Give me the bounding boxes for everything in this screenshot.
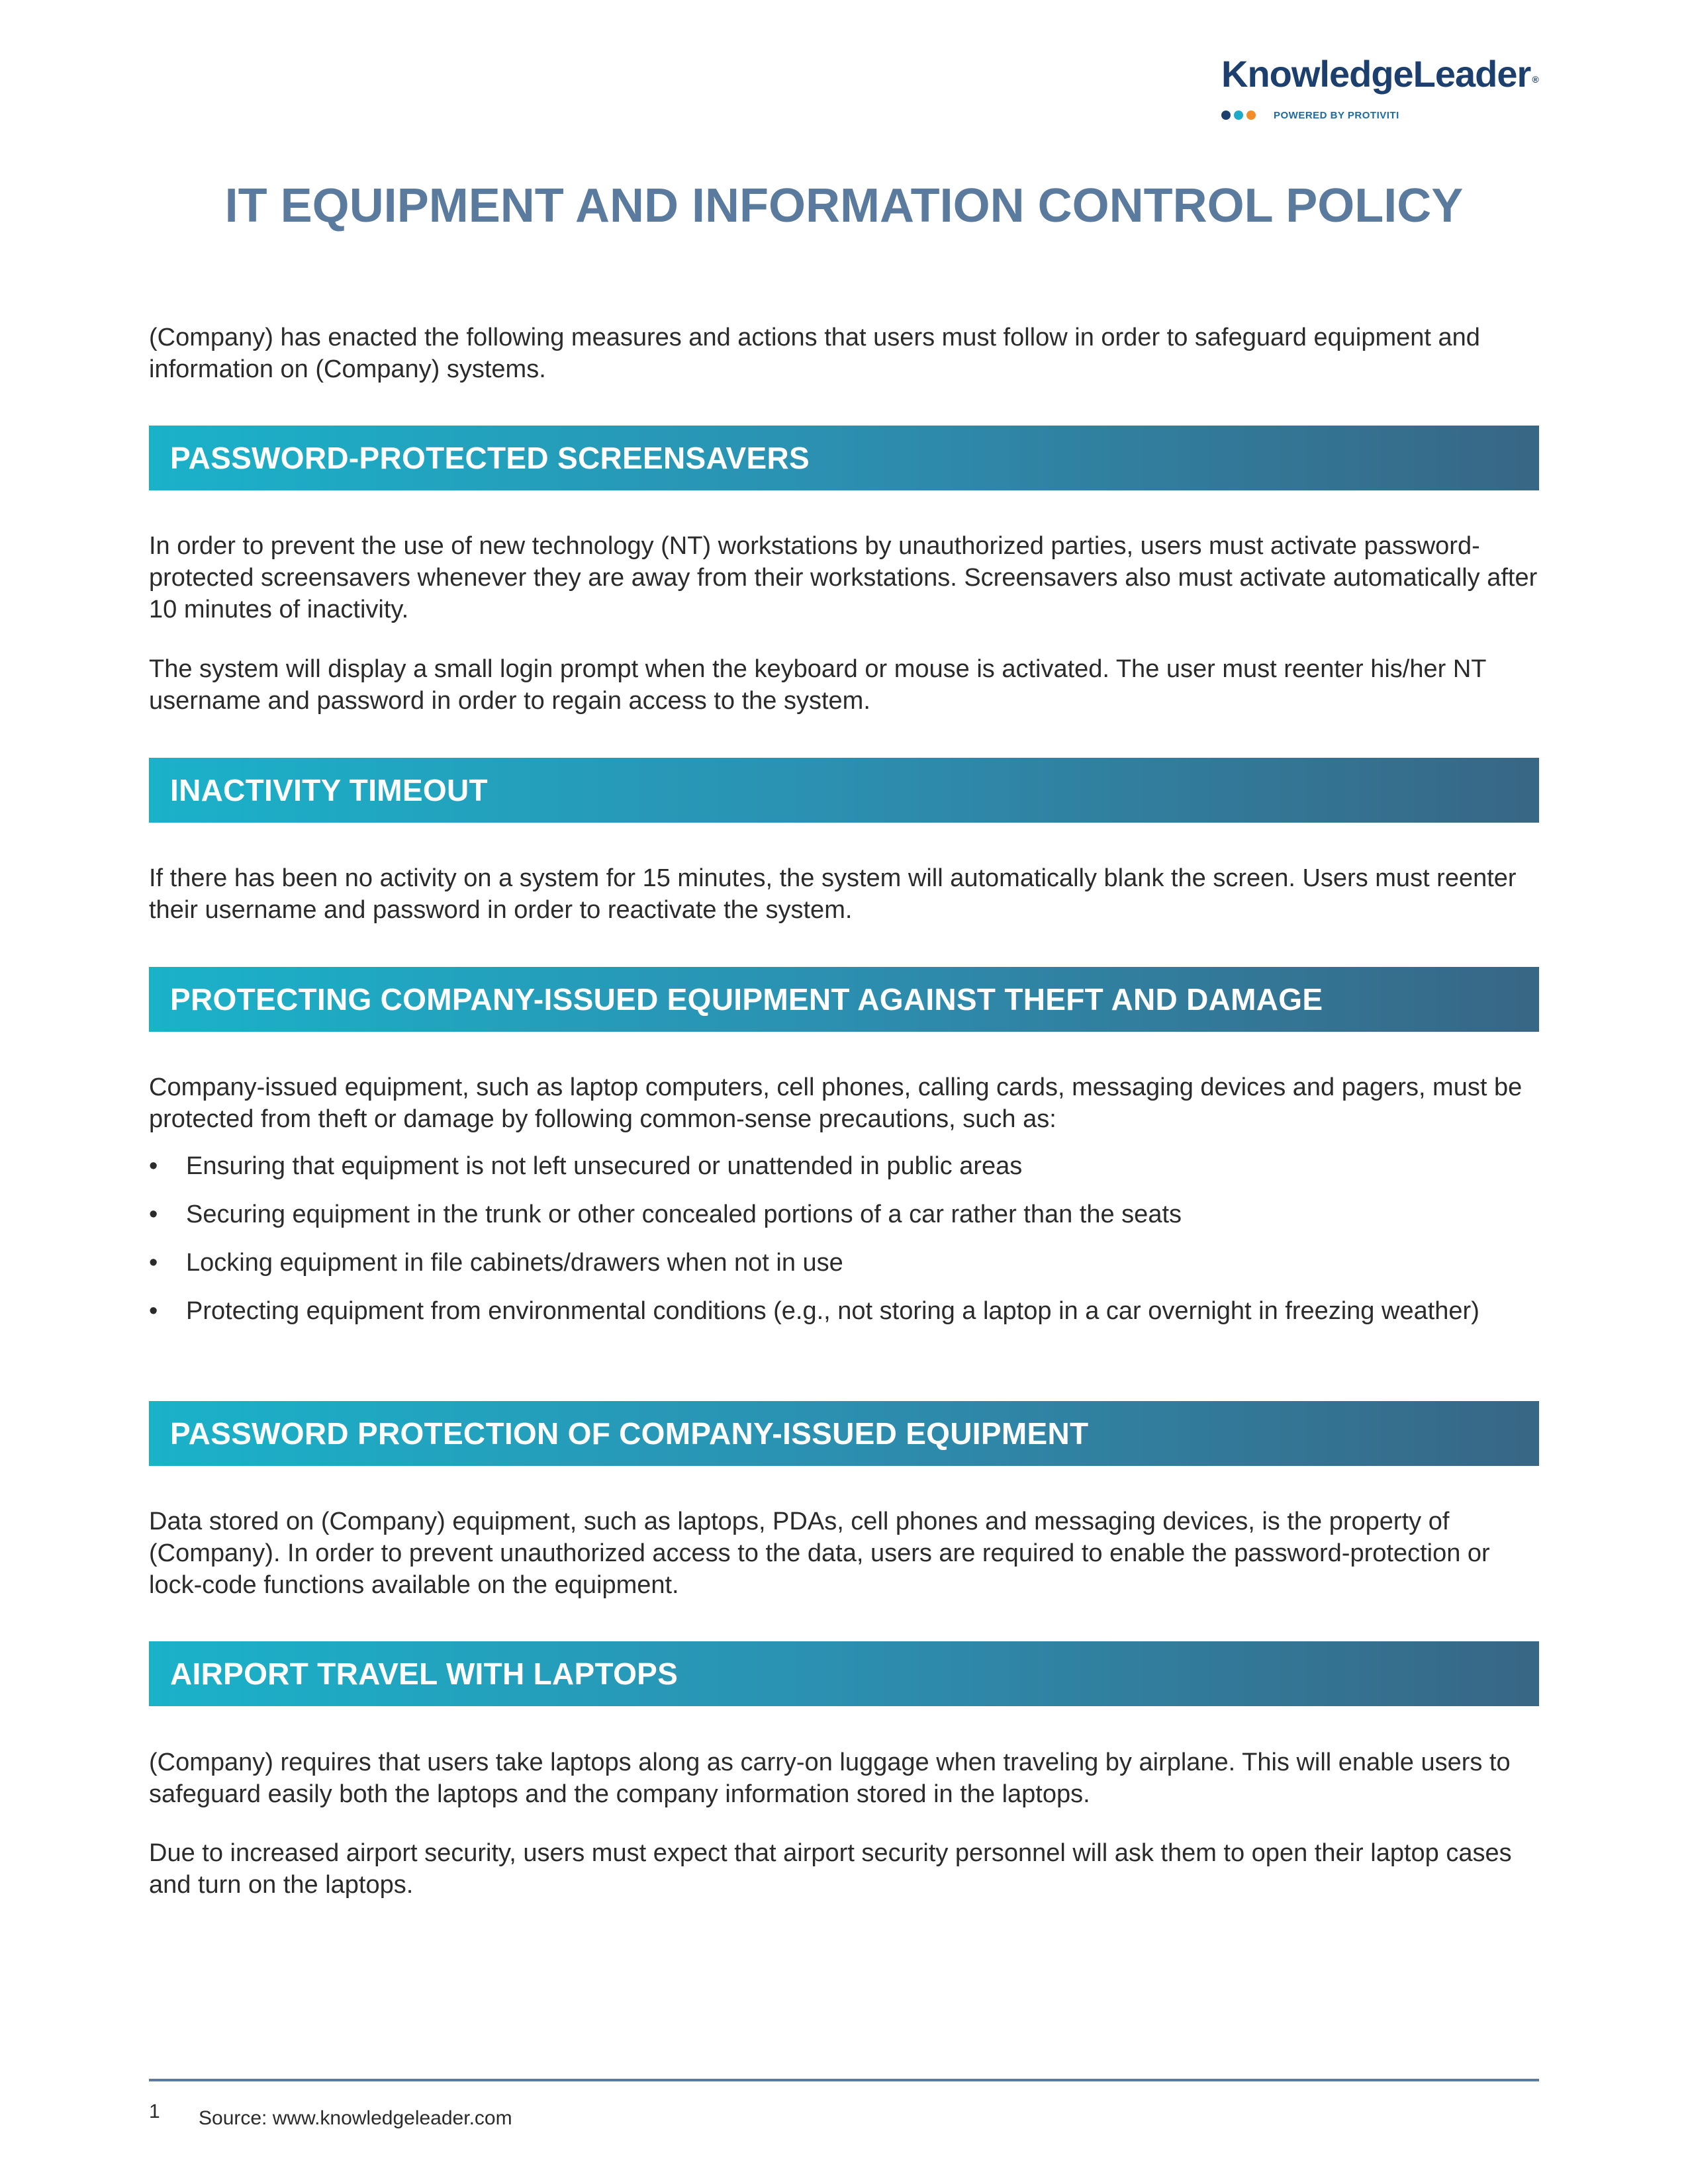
trademark-mark: ® [1532, 74, 1538, 85]
brand-tagline: POWERED BY PROTIVITI [1274, 109, 1399, 121]
bullet-marker: • [149, 1249, 158, 1277]
section-heading: PASSWORD PROTECTION OF COMPANY-ISSUED EQUIPMENT [170, 1416, 1089, 1451]
bullet-marker: • [149, 1201, 158, 1228]
section-heading: INACTIVITY TIMEOUT [170, 773, 488, 807]
list-item [149, 1150, 1539, 1182]
section-header-inactivity-timeout [149, 758, 1539, 823]
list-item-text: Ensuring that equipment is not left unsecured or unattended in public areas [186, 1152, 1023, 1180]
footer-divider [149, 2079, 1539, 2081]
intro-paragraph: (Company) has enacted the following measures and actions that users must follow in order to safeguard equipment and information on (Company) systems. [149, 324, 1480, 383]
section-heading: PASSWORD-PROTECTED SCREENSAVERS [170, 441, 810, 475]
brand-dot-navy [1221, 111, 1231, 120]
section-header-theft-damage [149, 967, 1539, 1032]
screensavers-paragraph-2: The system will display a small login prompt when the keyboard or mouse is activated. The user must reenter his/her NT username and password in order to regain access to the system. [149, 655, 1486, 715]
brand-wordmark: KnowledgeLeader ® [1221, 53, 1538, 95]
brand-dot-teal [1234, 111, 1243, 120]
section-heading: AIRPORT TRAVEL WITH LAPTOPS [170, 1657, 679, 1691]
brand-logo [1221, 54, 1539, 127]
list-item [149, 1295, 1539, 1327]
list-item [149, 1199, 1539, 1230]
theft-damage-paragraph: Company-issued equipment, such as laptop computers, cell phones, calling cards, messaging devices and pagers, must be protected from theft or damage by following common-sense precautions, such as: [149, 1073, 1523, 1133]
section-header-password-protection [149, 1401, 1539, 1466]
airport-paragraph-1: (Company) requires that users take laptops along as carry-on luggage when traveling by airplane. This will enable users to safeguard easily both the laptops and the company information stored in the laptops. [149, 1749, 1511, 1808]
brand-tagline-row [1221, 106, 1399, 124]
page-number: 1 [149, 2101, 160, 2122]
password-protection-paragraph: Data stored on (Company) equipment, such as laptops, PDAs, cell phones and messaging devices, is the property of (Company). In order to prevent unauthorized access to the data, users are required to enable the password-protection or lock-code functions available on the equipment. [149, 1508, 1490, 1599]
page-title: IT EQUIPMENT AND INFORMATION CONTROL POLICY [224, 179, 1464, 232]
section-header-screensavers [149, 426, 1539, 490]
footer-source: Source: www.knowledgeleader.com [199, 2107, 512, 2129]
list-item [149, 1247, 1539, 1279]
list-item-text: Securing equipment in the trunk or other concealed portions of a car rather than the seats [186, 1201, 1182, 1228]
screensavers-paragraph-1: In order to prevent the use of new technology (NT) workstations by unauthorized parties, users must activate password-protected screensavers whenever they are away from their workstations. Screensavers also must activate automatically after 10 minutes of inactivity. [149, 532, 1538, 623]
brand-dot-orange [1246, 111, 1256, 120]
airport-paragraph-2: Due to increased airport security, users must expect that airport security personnel will ask them to open their laptop cases and turn on the laptops. [149, 1839, 1512, 1899]
inactivity-paragraph: If there has been no activity on a system for 15 minutes, the system will automatically blank the screen. Users must reenter their username and password in order to reactivate the system. [149, 864, 1517, 924]
list-item-text: Locking equipment in file cabinets/drawers when not in use [186, 1249, 843, 1277]
bullet-marker: • [149, 1152, 158, 1180]
section-header-airport-travel [149, 1641, 1539, 1706]
bullet-marker: • [149, 1297, 158, 1325]
section-heading: PROTECTING COMPANY-ISSUED EQUIPMENT AGAINST THEFT AND DAMAGE [170, 982, 1323, 1017]
precautions-list [149, 1150, 1539, 1343]
list-item-text: Protecting equipment from environmental conditions (e.g., not storing a laptop in a car overnight in freezing weather) [186, 1297, 1479, 1325]
